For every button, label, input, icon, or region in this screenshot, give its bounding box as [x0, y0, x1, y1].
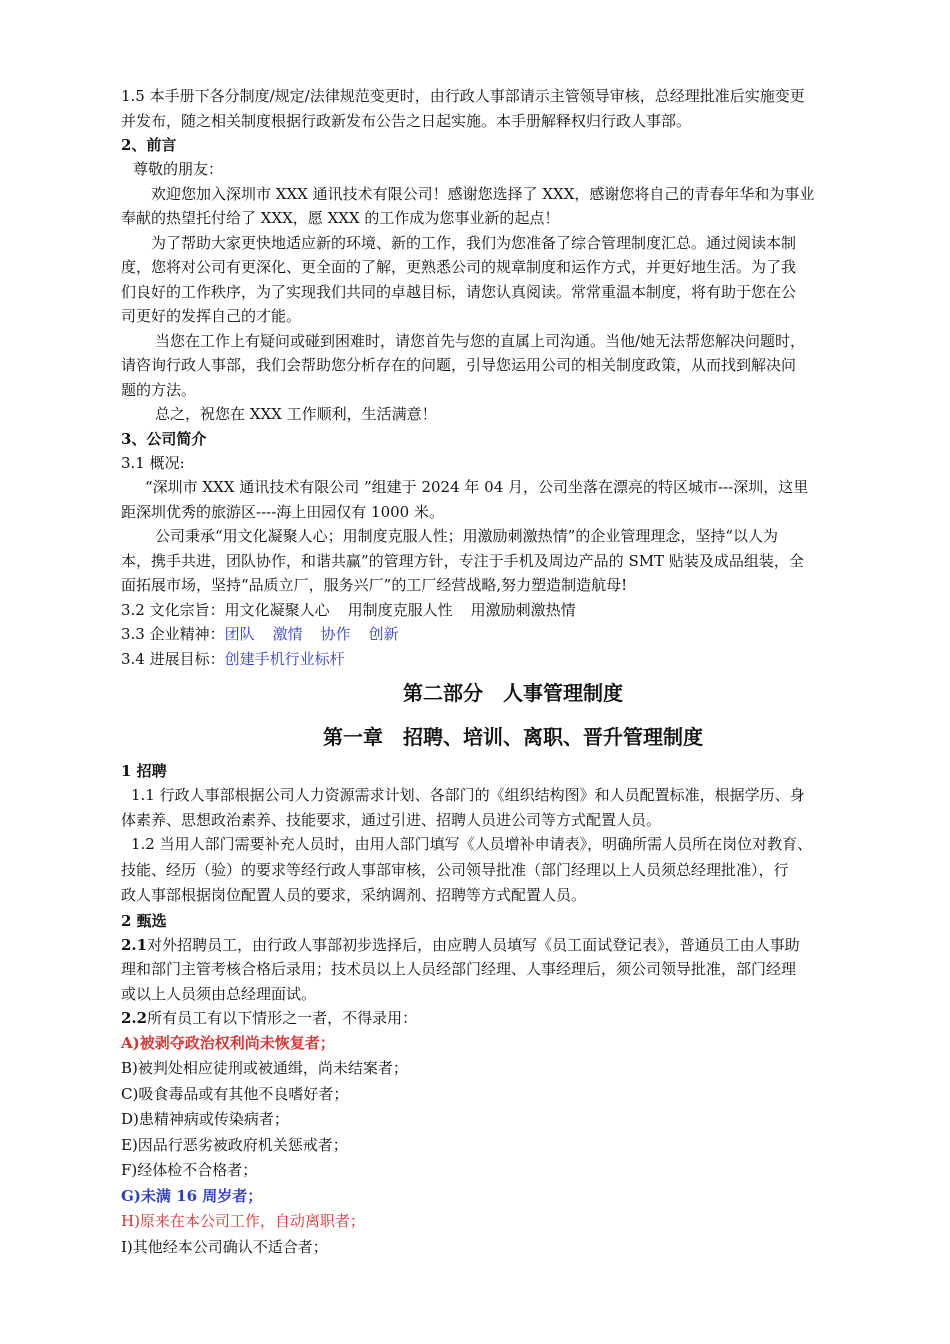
culture-item: 用激励刺激热情: [470, 600, 576, 619]
recruitment-heading: 1 招聘: [121, 762, 167, 780]
company-overview-line-2: 距深圳优秀的旅游区----海上田园仅有 1000 米。: [121, 502, 444, 521]
chapter-one-title: 第一章 招聘、培训、离职、晋升管理制度: [323, 725, 703, 749]
section-1-5-line-1: 1.5 本手册下各分制度/规定/法律规范变更时，由行政人事部请示主管领导审核，总经理批准后实施变更: [121, 87, 805, 105]
screening-2-1-line-2: 理和部门主管考核合格后录用；技术员以上人员经部门经理、人事经理后，须公司领导批准，部门经理: [121, 960, 797, 978]
screening-2-2-text: 所有员工有以下情形之一者，不得录用：: [147, 1009, 418, 1027]
company-philosophy-line-2: 本，携手共进，团队协作，和谐共赢”的管理方针，专注于手机及周边产品的 SMT 贴装及成品组装，全: [121, 551, 804, 570]
company-philosophy-line-3: 面拓展市场，坚持“品质立厂，服务兴厂”的工厂经营战略,努力塑造制造航母!: [121, 576, 628, 594]
recruitment-1-1-line-2: 体素养、思想政治素养、技能要求，通过引进、招聘人员进公司等方式配置人员。: [121, 810, 662, 829]
preface-paragraph-2-line-3: 们良好的工作秩序，为了实现我们共同的卓越目标，请您认真阅读。常常重温本制度，将有助于您在公: [121, 282, 797, 301]
enterprise-spirit-row: [0, 622, 950, 647]
screening-2-1-text: 对外招聘员工，由行政人事部初步选择后，由应聘人员填写《员工面试登记表》，普通员工由人事助: [147, 935, 800, 954]
culture-item: 用文化凝聚人心: [224, 600, 330, 619]
culture-purpose-row: [0, 598, 950, 623]
exclusion-item-f: F)经体检不合格者；: [121, 1161, 258, 1179]
exclusion-item-a: A)被剥夺政治权利尚未恢复者；: [121, 1033, 335, 1052]
preface-paragraph-2-line-2: 度，您将对公司有更深化、更全面的了解，更熟悉公司的规章制度和运作方式，并更好地生活。为了我: [121, 258, 797, 276]
screening-2-1-line-1: [0, 933, 950, 958]
preface-paragraph-1-line-1: 欢迎您加入深圳市 XXX 通讯技术有限公司！感谢您选择了 XXX，感谢您将自己的青春年华和为事业: [151, 184, 815, 203]
exclusion-item-g: G)未满 16 周岁者；: [121, 1186, 263, 1205]
company-overview-line-1: “深圳市 XXX 通讯技术有限公司 ”组建于 2024 年 04 月，公司坐落在漂亮的特区城市---深圳，这里: [145, 478, 809, 496]
preface-paragraph-4: 总之，祝您在 XXX 工作顺利，生活满意！: [155, 405, 437, 423]
recruitment-1-2-line-1: 1.2 当用人部门需要补充人员时，由用人部门填写《人员增补申请表》，明确所需人员所在岗位对教育、: [131, 835, 813, 853]
company-overview-label: 3.1 概况:: [121, 453, 185, 472]
screening-2-2-line: [0, 1006, 950, 1031]
spirit-item: 协作: [320, 625, 351, 643]
preface-heading: 2、前言: [121, 136, 177, 154]
section-1-5-line-2: 并发布，随之相关制度根据行政新发布公告之日起实施。本手册解释权归行政人事部。: [121, 111, 692, 130]
culture-item: 用制度克服人性: [347, 600, 453, 619]
preface-paragraph-2-line-1: 为了帮助大家更快地适应新的环境、新的工作，我们为您准备了综合管理制度汇总。通过阅读本制: [151, 233, 797, 252]
screening-2-1-number: 2.1: [121, 935, 148, 954]
part-two-title: 第二部分 人事管理制度: [403, 681, 623, 705]
development-goal-text: 创建手机行业标杆: [224, 649, 345, 668]
development-goal-label: 3.4 进展目标：: [121, 649, 225, 668]
company-heading: 3、公司简介: [121, 429, 207, 448]
enterprise-spirit-label: 3.3 企业精神：: [121, 625, 225, 643]
development-goal-row: [0, 647, 950, 672]
exclusion-item-c: C)吸食毒品或有其他不良嗜好者；: [121, 1084, 349, 1103]
company-philosophy-line-1: 公司秉承“用文化凝聚人心；用制度克服人性；用激励刺激热情”的企业管理理念，坚持“以人为: [155, 527, 779, 545]
screening-2-1-line-3: 或以上人员须由总经理面试。: [121, 984, 317, 1003]
preface-greeting: 尊敬的朋友：: [133, 160, 224, 178]
spirit-item: 激情: [272, 625, 303, 643]
exclusion-item-h: H)原来在本公司工作，自动离职者；: [121, 1212, 365, 1230]
screening-heading: 2 甄选: [121, 911, 167, 930]
preface-paragraph-3-line-3: 题的方法。: [121, 380, 197, 399]
exclusion-item-e: E)因品行恶劣被政府机关惩戒者；: [121, 1135, 348, 1154]
spirit-item: 创新: [368, 625, 399, 643]
exclusion-item-i: I)其他经本公司确认不适合者；: [121, 1237, 328, 1256]
preface-paragraph-3-line-1: 当您在工作上有疑问或碰到困难时，请您首先与您的直属上司沟通。当他/她无法帮您解决问题时，: [155, 331, 806, 350]
preface-paragraph-2-line-4: 司更好的发挥自己的才能。: [121, 307, 302, 325]
screening-2-2-number: 2.2: [121, 1009, 148, 1027]
document-page: [0, 84, 950, 1260]
exclusion-item-b: B)被判处相应徒刑或被通缉，尚未结案者；: [121, 1059, 408, 1077]
recruitment-1-2-line-3: 政人事部根据岗位配置人员的要求，采纳调剂、招聘等方式配置人员。: [121, 886, 587, 904]
spirit-item: 团队: [224, 625, 255, 643]
exclusion-item-d: D)患精神病或传染病者；: [121, 1110, 289, 1128]
preface-paragraph-3-line-2: 请咨询行政人事部，我们会帮助您分析存在的问题，引导您运用公司的相关制度政策，从而找到解决问: [121, 356, 797, 374]
culture-purpose-label: 3.2 文化宗旨：: [121, 600, 225, 619]
recruitment-1-1-line-1: 1.1 行政人事部根据公司人力资源需求计划、各部门的《组织结构图》和人员配置标准，根据学历、身: [131, 786, 805, 804]
recruitment-1-2-line-2: 技能、经历（验）的要求等经行政人事部审核，公司领导批准（部门经理以上人员须总经理批准），行: [121, 860, 789, 879]
preface-paragraph-1-line-2: 奉献的热望托付给了 XXX，愿 XXX 的工作成为您事业新的起点！: [121, 209, 560, 227]
